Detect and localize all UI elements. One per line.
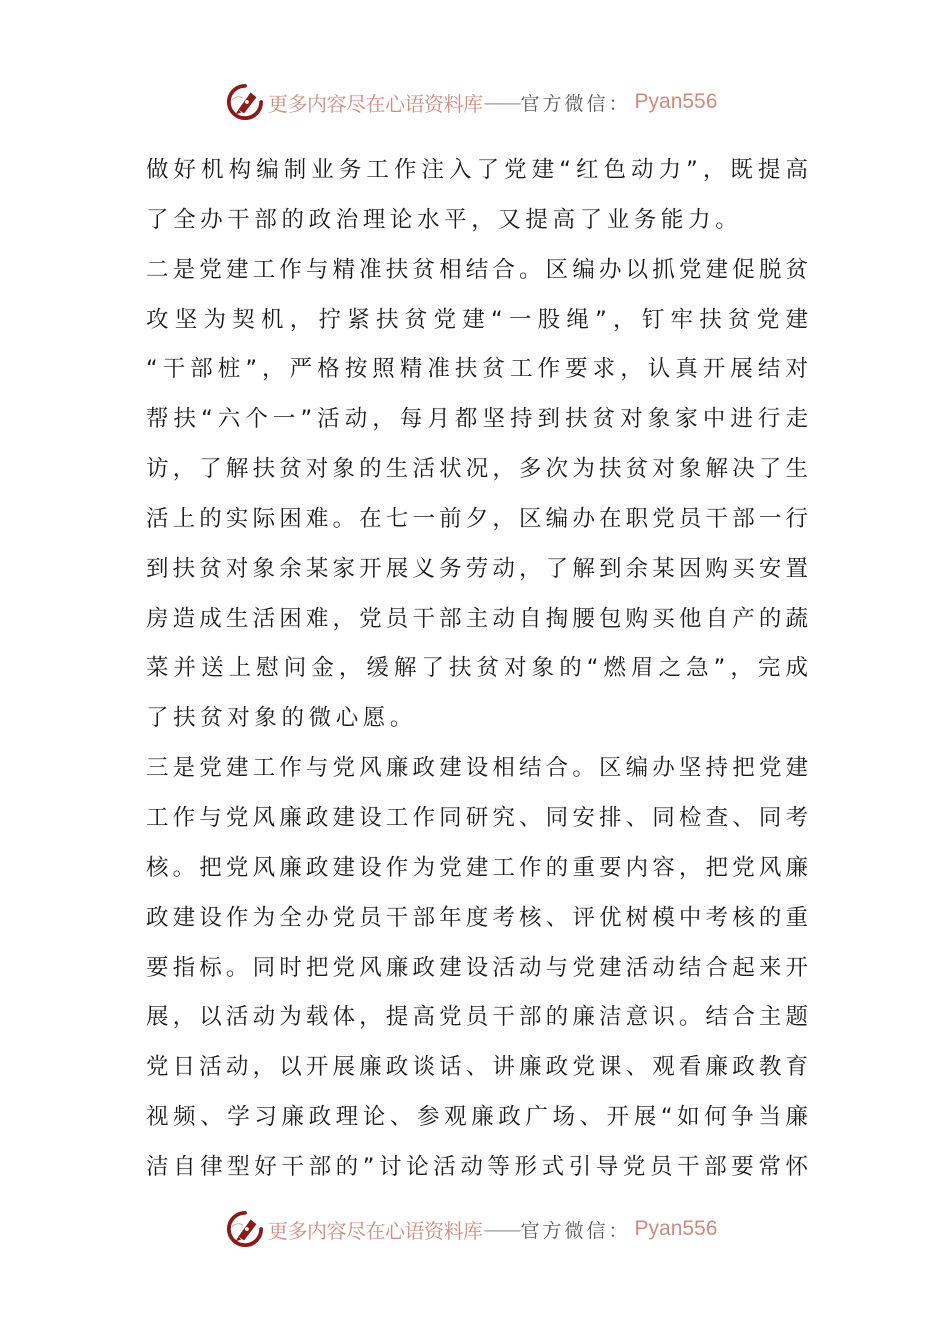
text-line: 做好机构编制业务工作注入了党建“红色动力”，既提高 [146,157,808,183]
document-body [146,146,808,1193]
wechat-id: Pyan556 [634,90,718,113]
text-line: 要指标。同时把党风廉政建设活动与党建活动结合起来开 [146,954,808,981]
text-line: 到扶贫对象余某家开展义务劳动，了解到余某因购买安置 [146,555,808,582]
pen-nib-logo-icon [226,1210,264,1248]
text-line: 攻坚为契机，拧紧扶贫党建“一股绳”，钉牢扶贫党建 [146,306,808,333]
text-line: 洁自律型好干部的”讨论活动等形式引导党员干部要常怀 [146,1153,808,1180]
text-line: 了全办干部的政治理论水平，又提高了业务能力。 [146,206,743,233]
text-line: 工作与党风廉政建设工作同研究、同安排、同检查、同考 [146,804,808,831]
wechat-id: Pyan556 [634,1217,718,1240]
text-line: 活上的实际困难。在七一前夕，区编办在职党员干部一行 [146,505,808,532]
header-banner [226,82,717,122]
wechat-label: 官方微信： [520,1219,631,1242]
text-line: 访，了解扶贫对象的生活状况，多次为扶贫对象解决了生 [146,456,808,483]
text-line: 党日活动，以开展廉政谈话、讲廉政党课、观看廉政教育 [146,1054,808,1081]
text-line: 房造成生活困难，党员干部主动自掏腰包购买他自产的蔬 [146,605,808,632]
text-line: “干部桩”，严格按照精准扶贫工作要求，认真开展结对 [146,356,808,383]
wechat-label: 官方微信： [520,92,631,115]
promo-text: 更多内容尽在心语资料库 [268,1218,483,1243]
separator: —— [483,1217,520,1241]
text-line: 政建设作为全办党员干部年度考核、评优树模中考核的重 [146,904,808,931]
text-line: 展，以活动为载体，提高党员干部的廉洁意识。结合主题 [146,1004,808,1031]
footer-banner [226,1209,717,1249]
text-line: 了扶贫对象的微心愿。 [146,705,418,732]
text-line: 视频、学习廉政理论、参观廉政广场、开展“如何争当廉 [146,1104,808,1131]
text-line: 二是党建工作与精准扶贫相结合。区编办以抓党建促脱贫 [146,256,808,283]
pen-nib-logo-icon [226,83,264,121]
text-line: 菜并送上慰问金，缓解了扶贫对象的“燃眉之急”，完成 [146,655,808,682]
promo-text: 更多内容尽在心语资料库 [268,91,483,116]
separator: —— [483,90,520,114]
text-line: 帮扶“六个一”活动，每月都坚持到扶贫对象家中进行走 [146,406,808,433]
text-line: 核。把党风廉政建设作为党建工作的重要内容，把党风廉 [146,854,808,881]
text-line: 三是党建工作与党风廉政建设相结合。区编办坚持把党建 [146,755,808,782]
